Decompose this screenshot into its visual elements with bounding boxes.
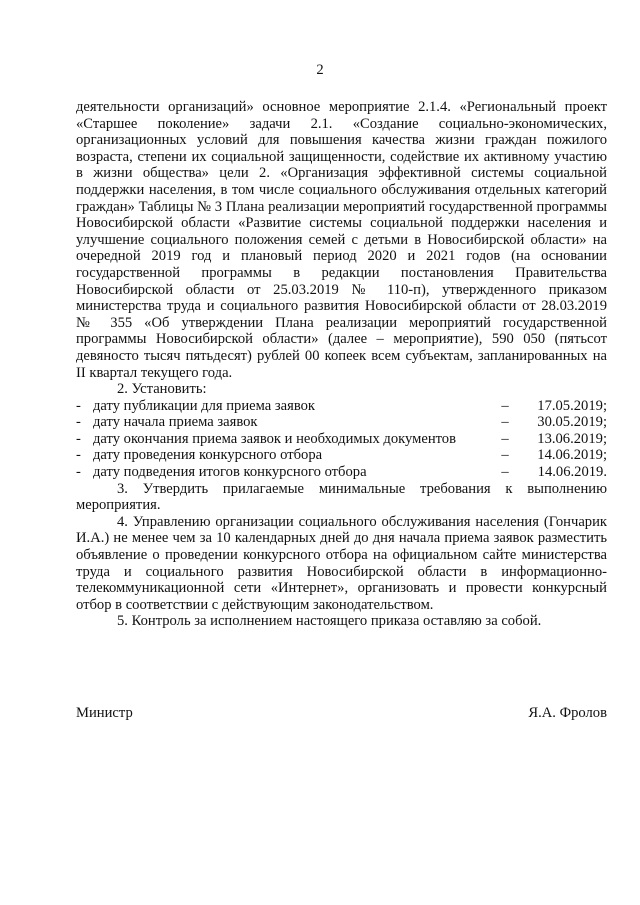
- item-4: 4. Управлению организации социального обслуживания населения (Гончарик И.А.) не менее чем за 10 календарных дней до дня начала приема заявок разместить объявление о проведении конкурсного отбора на официальном сайте министерства труда и социального развития Новосибирской области в информационно-телекоммуникационной сети «Интернет», организовать и провести конкурсный отбор в соответствии с действующим законодательством.: [76, 513, 607, 613]
- date-label: дату публикации для приема заявок: [93, 397, 316, 414]
- list-dash: -: [76, 414, 81, 431]
- date-label: дату подведения итогов конкурсного отбора: [93, 464, 367, 481]
- list-dash: -: [76, 464, 81, 481]
- date-row: [76, 447, 607, 464]
- date-label: дату начала приема заявок: [93, 414, 258, 431]
- document-body: [76, 99, 607, 630]
- signatory-position: Министр: [76, 705, 133, 721]
- date-separator: –: [501, 447, 509, 464]
- list-dash: -: [76, 447, 81, 464]
- date-separator: –: [501, 397, 509, 414]
- date-row: [76, 464, 607, 481]
- date-row: [76, 431, 607, 448]
- signatory-name: Я.А. Фролов: [528, 705, 607, 721]
- item-5: 5. Контроль за исполнением настоящего приказа оставляю за собой.: [117, 613, 542, 630]
- dates-list: [76, 398, 607, 481]
- page-number: 2: [316, 62, 324, 78]
- list-dash: -: [76, 430, 81, 447]
- list-dash: -: [76, 397, 81, 414]
- date-row: [76, 414, 607, 431]
- date-label: дату проведения конкурсного отбора: [93, 447, 323, 464]
- date-separator: –: [501, 464, 509, 481]
- signature-block: [76, 705, 607, 722]
- date-value: 14.06.2019;: [537, 447, 607, 464]
- date-value: 13.06.2019;: [537, 430, 607, 447]
- date-value: 30.05.2019;: [537, 414, 607, 431]
- item-2-intro: 2. Установить:: [117, 381, 207, 398]
- date-value: 17.05.2019;: [537, 397, 607, 414]
- date-separator: –: [501, 414, 509, 431]
- paragraph-continuation: деятельности организаций» основное мероприятие 2.1.4. «Региональный проект «Старшее поколение» задачи 2.1. «Создание социально-экономических, организационных условий для повышения качества жизни граждан пожилого возраста, степени их социальной защищенности, содействие их активному участию в жизни общества» цели 2. «Организация эффективной системы социальной поддержки населения, в том числе социального обслуживания отдельных категорий граждан» Таблицы № 3 Плана реализации мероприятий государственной программы Новосибирской области «Развитие системы социальной поддержки населения и улучшение социального положения семей с детьми в Новосибирской области» на очередной 2019 год и плановый период 2020 и 2021 годов (на основании государственной программы в редакции постановления Правительства Новосибирской области от 25.03.2019 № 110-п), утвержденного приказом министерства труда и социального развития Новосибирской области от 28.03.2019 № 355 «Об утверждении Плана реализации мероприятий государственной программы Новосибирской области» (далее – мероприятие), 590 050 (пятьсот девяносто тысяч пятьдесят) рублей 00 копеек всем субъектам, запланированных на II квартал текущего года.: [76, 99, 607, 381]
- date-row: [76, 398, 607, 415]
- date-separator: –: [501, 430, 509, 447]
- date-value: 14.06.2019.: [537, 464, 607, 481]
- date-label: дату окончания приема заявок и необходимых документов: [93, 430, 456, 447]
- item-3: 3. Утвердить прилагаемые минимальные требования к выполнению мероприятия.: [76, 480, 607, 514]
